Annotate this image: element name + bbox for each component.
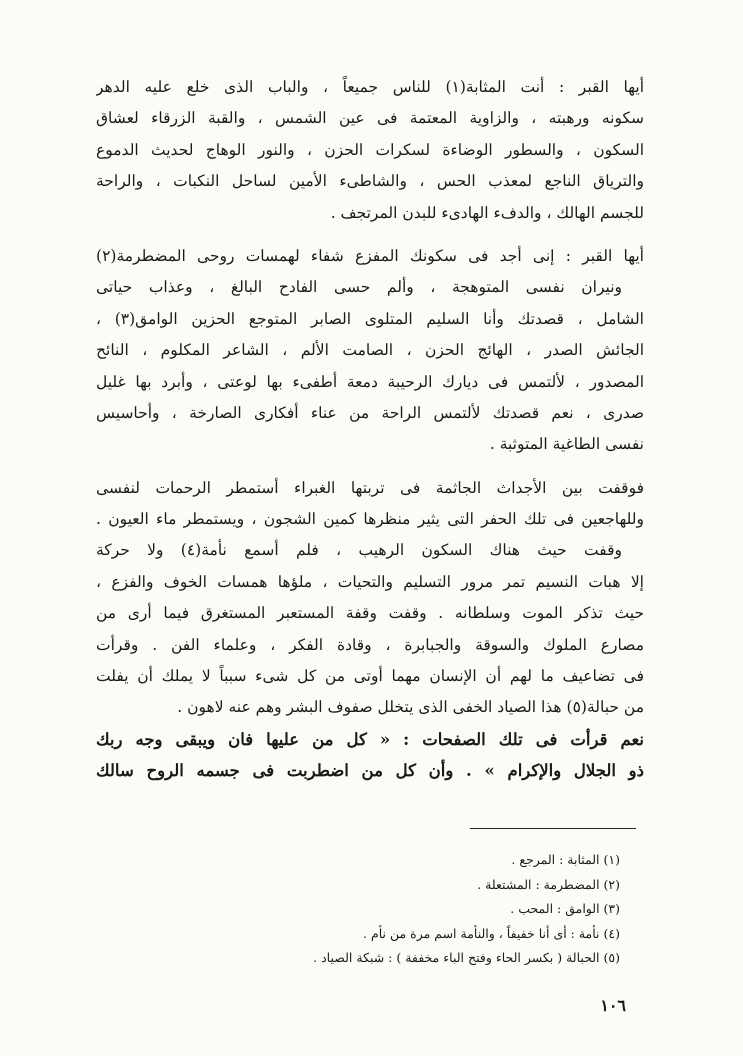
text-line: الشامل ، قصدتك وأنا السليم المتلوى الصابر المتوجع الحزين الوامق(٣) ، bbox=[96, 309, 644, 328]
text-line: المصدور ، لألتمس فى ديارك الرحيبة دمعة أطفىء بها لوعتى ، وأبرد بها غليل bbox=[96, 372, 644, 391]
text-line: إلا هبات النسيم تمر مرور التسليم والتحيات ، ملؤها همسات الخوف والفزع ، bbox=[96, 572, 644, 591]
text-line: فوقفت بين الأجداث الجاثمة فى تربتها الغبراء أستمطر الرحمات لنفسى bbox=[96, 478, 644, 497]
text-line: للجسم الهالك ، والدفء الهادىء للبدن المرتجف . bbox=[330, 203, 644, 222]
main-text bbox=[96, 72, 644, 787]
footnote: (٥) الحبالة ( بكسر الحاء وفتح الباء مخففة ) : شبكة الصياد . bbox=[313, 950, 620, 965]
text-line: وقفت حيث هناك السكون الرهيب ، فلم أسمع نأمة(٤) ولا حركة bbox=[96, 541, 622, 560]
text-line: حيث تذكر الموت وسلطانه . وقفت وقفة المستعبر المستغرق فيما أرى من bbox=[96, 604, 644, 623]
text-line: من حبالة(٥) هذا الصياد الخفى الذى يتخلل صفوف البشر وهم عنه لاهون . bbox=[177, 698, 644, 717]
footnote-divider bbox=[470, 828, 636, 829]
text-line: والترياق الناجع لمعذب الحس ، والشاطىء الأمين لساحل النكبات ، والراحة bbox=[96, 172, 644, 191]
text-line: فى تضاعيف ما لهم أن الإنسان مهما أوتى من كل شىء سبباً لا يملك أن يفلت bbox=[96, 667, 644, 686]
footnote: (٢) المضطرمة : المشتعلة . bbox=[477, 876, 620, 892]
text-line: صدرى ، نعم قصدتك لألتمس الراحة من عناء أفكارى الصارخة ، وأحاسيس bbox=[96, 403, 644, 422]
footnote: (١) المثابة : المرجع . bbox=[511, 852, 620, 867]
paragraph-gap bbox=[96, 229, 644, 241]
text-line: الجائش الصدر ، الهائج الحزن ، الصامت الألم ، الشاعر المكلوم ، النائح bbox=[96, 341, 644, 360]
footnote: (٣) الوامق : المحب . bbox=[510, 901, 620, 916]
text-line: وللهاجعين فى تلك الحفر التى يثير منظرها كمين الشجون ، ويستمطر ماء العيون . bbox=[96, 510, 644, 529]
paragraph-gap bbox=[96, 461, 644, 473]
page-number: ١٠٦ bbox=[600, 996, 626, 1015]
text-line: نعم قرأت فى تلك الصفحات : « كل من عليها فان ويبقى وجه ربك bbox=[96, 729, 644, 749]
text-line: أيها القبر : أنت المثابة(١) للناس جميعاً ، والباب الذى خلع عليه الدهر bbox=[96, 78, 644, 96]
footnote: (٤) نأمة : أى أنا خفيفاً ، والنأمة اسم مرة من نأم . bbox=[363, 925, 620, 941]
text-line: ذو الجلال والإكرام » . وأن كل من اضطربت فى جسمه الروح سالك bbox=[96, 761, 644, 781]
text-line: مصارع الملوك والسوقة والجبابرة ، وقادة الفكر ، وعلماء الفن . وقرأت bbox=[96, 635, 644, 654]
footnotes bbox=[150, 848, 620, 971]
text-line: أيها القبر : إنى أجد فى سكونك المفزع شفاء لهمسات روحى المضطرمة(٢) bbox=[96, 246, 644, 265]
text-line: السكون ، والسطور الوضاءة لسكرات الحزن ، والنور الوهاج لحديث الدموع bbox=[96, 140, 644, 159]
text-line: سكونه ورهبته ، والزاوية المعتمة فى عين الشمس ، والقبة الزرقاء لعشاق bbox=[96, 109, 644, 128]
text-line: ونيران نفسى المتوهجة ، وألم حسى الفادح البالغ ، وعذاب حياتى bbox=[96, 278, 622, 297]
text-line: نفسى الطاغية المتوثبة . bbox=[489, 435, 644, 454]
